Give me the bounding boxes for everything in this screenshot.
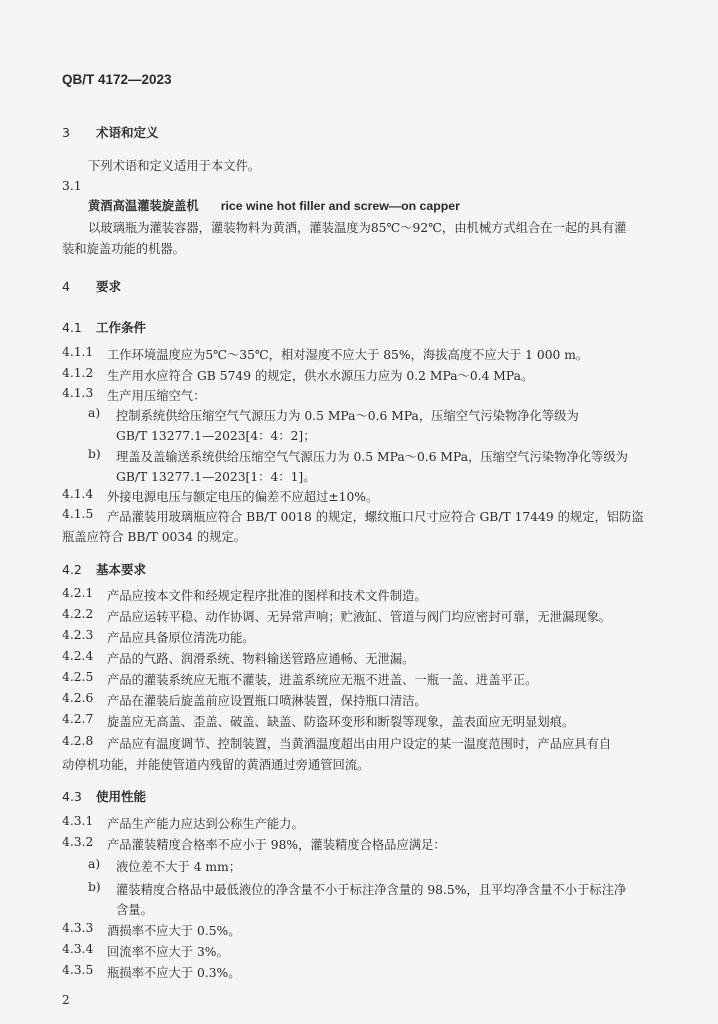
section-4-3-heading	[62, 787, 146, 805]
clause-number: 4.1.4	[62, 487, 94, 501]
clause-text: 产品生产能力应达到公称生产能力。	[107, 817, 304, 831]
clause-text: 产品的灌装系统应无瓶不灌装，进盖系统应无瓶不进盖、一瓶一盖、进盖平正。	[107, 673, 538, 687]
clause-number: 4.2.8	[62, 734, 94, 748]
clause-text: 外接电源电压与额定电压的偏差不应超过±10%。	[107, 490, 379, 504]
standard-code-header: QB/T 4172—2023	[62, 72, 172, 87]
clause-text: 工作环境温度应为5℃～35℃，相对湿度不应大于 85%，海拔高度不应大于 1 000 m。	[107, 348, 589, 362]
clause-number: 4.1.5	[62, 507, 94, 521]
section-3-heading	[62, 123, 159, 141]
clause-number: 4.3.4	[62, 942, 94, 956]
list-item-line: GB/T 13277.1—2023[4：4：2]；	[116, 429, 316, 443]
term-definition-line-1: 以玻璃瓶为灌装容器，灌装物料为黄酒，灌装温度为85℃～92℃，由机械方式组合在一起的具有灌	[88, 221, 627, 235]
clause-text: 产品灌装用玻璃瓶应符合 BB/T 0018 的规定，螺纹瓶口尺寸应符合 GB/T 17449 的规定，铝防盗	[107, 510, 644, 524]
clause-text: 产品的气路、润滑系统、物料输送管路应通畅、无泄漏。	[107, 652, 415, 666]
section-title: 术语和定义	[96, 125, 159, 140]
clause-number: 4.2.5	[62, 670, 94, 684]
clause-text-continued: 动停机功能，并能使管道内残留的黄酒通过旁通管回流。	[62, 758, 370, 772]
clause-number: 4.3.3	[62, 921, 94, 935]
section-4-1-heading	[62, 318, 146, 336]
clause-text-continued: 瓶盖应符合 BB/T 0034 的规定。	[62, 530, 247, 544]
list-item-line: 控制系统供给压缩空气气源压力为 0.5 MPa～0.6 MPa，压缩空气污染物净化等级为	[116, 409, 579, 423]
list-item-line: GB/T 13277.1—2023[1：4：1]。	[116, 470, 316, 484]
section-title: 工作条件	[96, 320, 147, 335]
term-number: 3.1	[62, 179, 82, 193]
clause-number: 4.3.5	[62, 963, 94, 977]
section-4-heading	[62, 277, 121, 295]
list-label: a)	[88, 406, 101, 420]
clause-number: 4.2.2	[62, 607, 94, 621]
section-number: 4.2	[62, 562, 82, 577]
clause-text: 生产用压缩空气：	[107, 389, 206, 403]
clause-number: 4.1.1	[62, 345, 94, 359]
clause-text: 产品应按本文件和经规定程序批准的图样和技术文件制造。	[107, 589, 427, 603]
list-item-line: 含量。	[116, 903, 153, 917]
clause-number: 4.2.3	[62, 628, 94, 642]
page-number: 2	[62, 993, 70, 1007]
clause-text: 回流率不应大于 3%。	[107, 945, 229, 959]
section-number: 4.1	[62, 320, 82, 335]
section-number: 4	[62, 279, 70, 294]
section-3-intro: 下列术语和定义适用于本文件。	[88, 159, 261, 173]
section-number: 3	[62, 125, 70, 140]
clause-text: 产品应具备原位清洗功能。	[107, 631, 255, 645]
section-title: 使用性能	[96, 789, 147, 804]
section-title: 基本要求	[96, 562, 147, 577]
clause-text: 旋盖应无高盖、歪盖、破盖、缺盖、防盗环变形和断裂等现象，盖表面应无明显划痕。	[107, 715, 575, 729]
clause-number: 4.2.7	[62, 712, 94, 726]
term-entry	[88, 196, 460, 214]
list-item-line: 液位差不大于 4 mm；	[116, 860, 242, 874]
clause-text: 生产用水应符合 GB 5749 的规定，供水水源压力应为 0.2 MPa～0.4 MPa。	[107, 369, 534, 383]
list-item-line: 灌装精度合格品中最低液位的净含量不小于标注净含量的 98.5%，且平均净含量不小于标注净	[116, 883, 627, 897]
term-definition-line-2: 装和旋盖功能的机器。	[62, 242, 185, 256]
list-label: b)	[88, 880, 101, 894]
clause-text: 产品应运转平稳、动作协调、无异常声响；贮液缸、管道与阀门均应密封可靠，无泄漏现象。	[107, 610, 612, 624]
section-title: 要求	[96, 279, 122, 294]
clause-number: 4.1.3	[62, 386, 94, 400]
clause-number: 4.2.4	[62, 649, 94, 663]
clause-number: 4.2.1	[62, 586, 94, 600]
clause-text: 酒损率不应大于 0.5%。	[107, 924, 241, 938]
clause-text: 产品灌装精度合格率不应小于 98%，灌装精度合格品应满足：	[107, 838, 446, 852]
term-english: rice wine hot filler and screw—on capper	[220, 199, 460, 213]
clause-text: 瓶损率不应大于 0.3%。	[107, 966, 241, 980]
clause-text: 产品应有温度调节、控制装置，当黄酒温度超出由用户设定的某一温度范围时，产品应具有自	[107, 737, 612, 751]
clause-number: 4.2.6	[62, 691, 94, 705]
clause-number: 4.3.1	[62, 814, 94, 828]
term-chinese: 黄酒高温灌装旋盖机	[88, 198, 199, 213]
clause-text: 产品在灌装后旋盖前应设置瓶口喷淋装置，保持瓶口清洁。	[107, 694, 427, 708]
list-label: a)	[88, 857, 101, 871]
section-number: 4.3	[62, 789, 82, 804]
clause-number: 4.3.2	[62, 835, 94, 849]
section-4-2-heading	[62, 560, 146, 578]
list-label: b)	[88, 447, 101, 461]
list-item-line: 理盖及盖输送系统供给压缩空气气源压力为 0.5 MPa～0.6 MPa，压缩空气污染物净化等级为	[116, 450, 628, 464]
clause-number: 4.1.2	[62, 366, 94, 380]
